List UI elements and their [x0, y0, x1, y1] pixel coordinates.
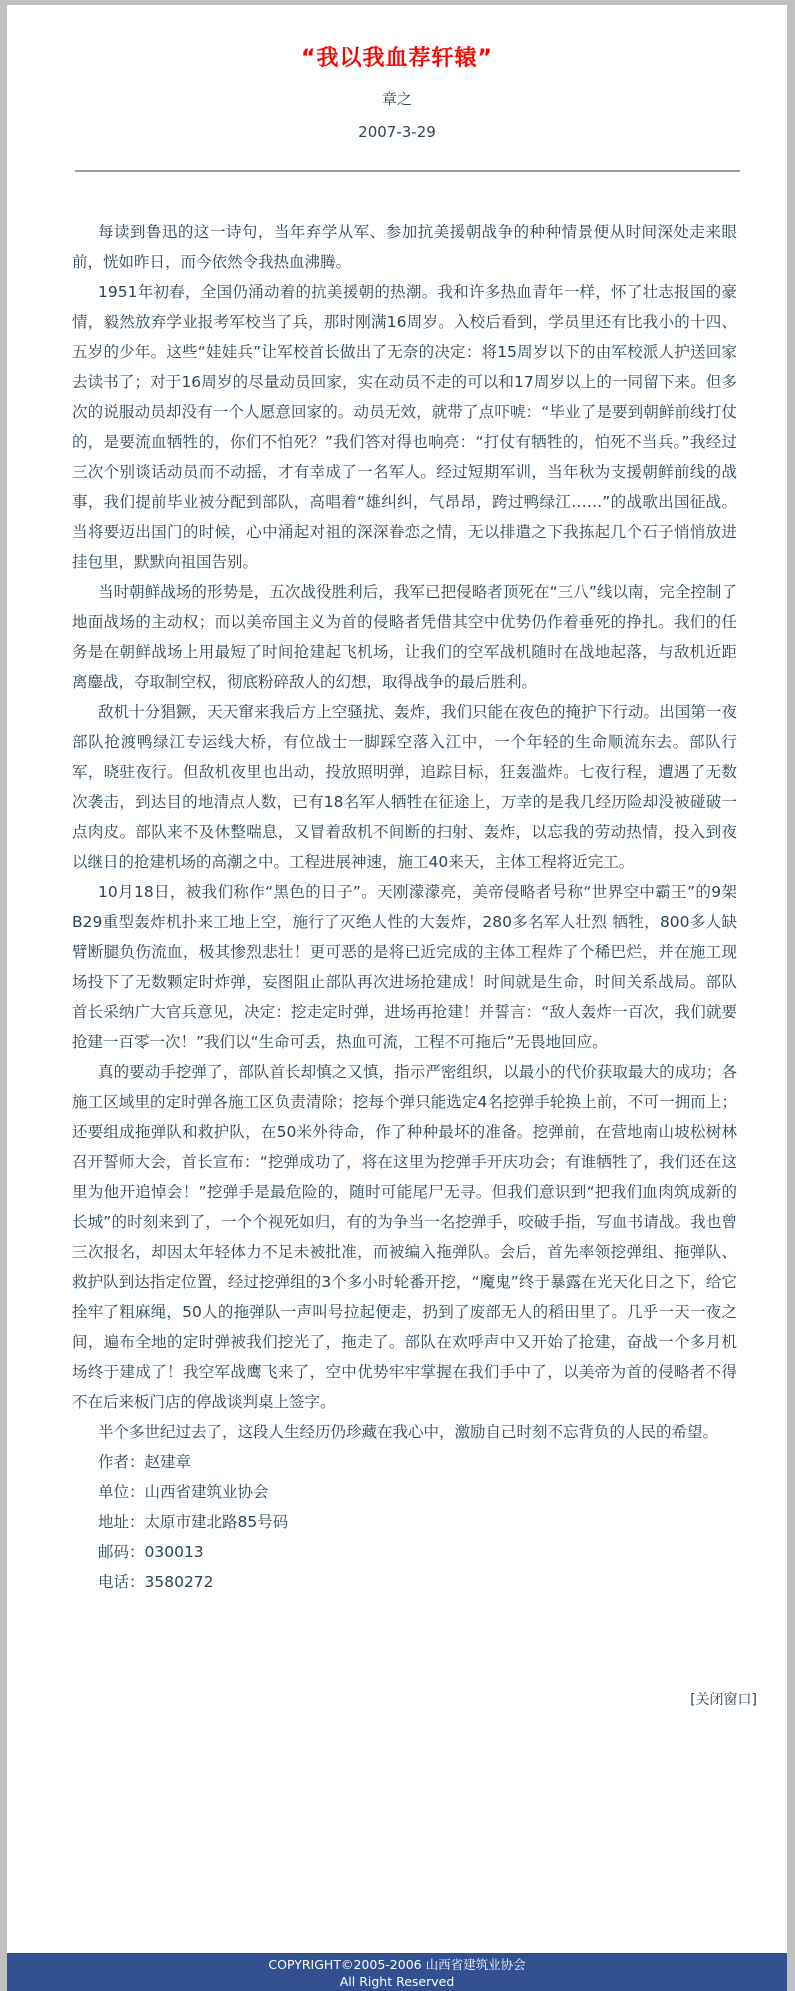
footer-copyright: COPYRIGHT©2005-2006 山西省建筑业协会 [268, 1957, 526, 1972]
page-title: “我以我血荐轩辕” [301, 46, 493, 71]
byline: 章之 [381, 90, 412, 108]
close-window-row [7, 1692, 787, 1708]
close-window-link[interactable]: [关闭窗口] [690, 1692, 757, 1708]
signature-organization: 单位：山西省建筑业协会 [98, 1483, 269, 1501]
article-page [7, 5, 787, 1991]
paragraph: 敌机十分猖獗，天天窜来我后方上空骚扰、轰炸，我们只能在夜色的掩护下行动。出国第一夜部队抢渡鸭绿江专运线大桥，有位战士一脚踩空落入江中，一个年轻的生命顺流东去。部队行军，晓驻夜行。但敌机夜里也出动，投放照明弹，追踪目标，狂轰滥炸。七夜行程，遭遇了无数次袭击，到达目的地清点人数，已有18名军人牺牲在征途上，万幸的是我几经历险却没被碰破一点肉皮。部队来不及休整喘息，又冒着敌机不间断的扫射、轰炸，以忘我的劳动热情，投入到夜以继日的抢建机场的高潮之中。工程进展神速，施工40来天，主体工程将近完工。 [72, 703, 737, 871]
signature-author: 作者：赵建章 [98, 1453, 192, 1471]
paragraph: 半个多世纪过去了，这段人生经历仍珍藏在我心中，激励自己时刻不忘背负的人民的希望。 [98, 1423, 719, 1441]
signature-address: 地址：太原市建北路85号码 [98, 1513, 289, 1531]
signature-postcode: 邮码：030013 [98, 1543, 204, 1561]
paragraph: 真的要动手挖弹了，部队首长却慎之又慎，指示严密组织，以最小的代价获取最大的成功；各施工区域里的定时弹各施工区负责清除；挖每个弹只能选定4名挖弹手轮换上前，不可一拥而上；还要组成拖弹队和救护队，在50米外待命，作了种种最坏的准备。挖弹前，在营地南山坡松树林召开誓师大会，首长宣布：“挖弹成功了，将在这里为挖弹手开庆功会；有谁牺牲了，我们还在这里为他开追悼会！”挖弹手是最危险的，随时可能尾尸无寻。但我们意识到“把我们血肉筑成新的长城”的时刻来到了，一个个视死如归，有的为争当一名挖弹手，咬破手指，写血书请战。我也曾三次报名，却因太年轻体力不足未被批准，而被编入拖弹队。会后，首先率领挖弹组、拖弹队、救护队到达指定位置，经过挖弹组的3个多小时轮番开挖，“魔鬼”终于暴露在光天化日之下，给它拴牢了粗麻绳，50人的拖弹队一声叫号拉起便走，扔到了废部无人的稻田里了。几乎一天一夜之间，遍布全地的定时弹被我们挖光了，拖走了。部队在欢呼声中又开始了抢建，奋战一个多月机场终于建成了！我空军战鹰飞来了，空中优势牢牢掌握在我们手中了，以美帝为首的侵略者不得不在后来板门店的停战谈判桌上签字。 [72, 1063, 737, 1411]
paragraph: 10月18日，被我们称作“黑色的日子”。天刚濛濛亮，美帝侵略者号称“世界空中霸王”的9架B29重型轰炸机扑来工地上空，施行了灭绝人性的大轰炸，280多名军人壮烈 牺牲，800多人缺臂断腿负伤流血，极其惨烈悲壮！更可恶的是将已近完成的主体工程炸了个稀巴烂，并在施工现场投下了无数颗定时炸弹，妄图阻止部队再次进场抢建成！时间就是生命，时间关系战局。部队首长采纳广大官兵意见，决定：挖走定时弹，进场再抢建！并誓言：“敌人轰炸一百次，我们就要抢建一百零一次！”我们以“生命可丢，热血可流，工程不可拖后”无畏地回应。 [72, 883, 737, 1051]
paragraph: 每读到鲁迅的这一诗句，当年弃学从军、参加抗美援朝战争的种种情景便从时间深处走来眼前，恍如昨日，而今依然令我热血沸腾。 [72, 223, 737, 271]
footer [7, 1953, 787, 1991]
signature-phone: 电话：3580272 [98, 1573, 214, 1591]
publish-date: 2007-3-29 [358, 123, 436, 141]
header-divider [75, 170, 740, 172]
paragraph: 当时朝鲜战场的形势是，五次战役胜利后，我军已把侵略者顶死在“三八”线以南，完全控制了地面战场的主动权；而以美帝国主义为首的侵略者凭借其空中优势仍作着垂死的挣扎。我们的任务是在朝鲜战场上用最短了时间抢建起飞机场，让我们的空军战机随时在战地起落，与敌机近距离鏖战，夺取制空权，彻底粉碎敌人的幻想，取得战争的最后胜利。 [72, 583, 737, 691]
article-body [7, 217, 787, 1597]
footer-rights: All Right Reserved [339, 1974, 455, 1989]
paragraph: 1951年初春，全国仍涌动着的抗美援朝的热潮。我和许多热血青年一样，怀了壮志报国的豪情，毅然放弃学业报考军校当了兵，那时刚满16周岁。入校后看到，学员里还有比我小的十四、五岁的少年。这些“娃娃兵”让军校首长做出了无奈的决定：将15周岁以下的由军校派人护送回家去读书了；对于16周岁的尽量动员回家，实在动员不走的可以和17周岁以上的一同留下来。但多次的说服动员却没有一个人愿意回家的。动员无效，就带了点吓唬：“毕业了是要到朝鲜前线打仗的，是要流血牺牲的，你们不怕死？”我们答对得也响亮：“打仗有牺牲的，怕死不当兵。”我经过三次个别谈话动员而不动摇，才有幸成了一名军人。经过短期军训，当年秋为支援朝鲜前线的战事，我们提前毕业被分配到部队，高唱着“雄纠纠，气昂昂，跨过鸭绿江……”的战歌出国征战。当将要迈出国门的时候，心中涌起对祖的深深眷恋之情，无以排遣之下我拣起几个石子悄悄放进挂包里，默默向祖国告别。 [72, 283, 737, 571]
